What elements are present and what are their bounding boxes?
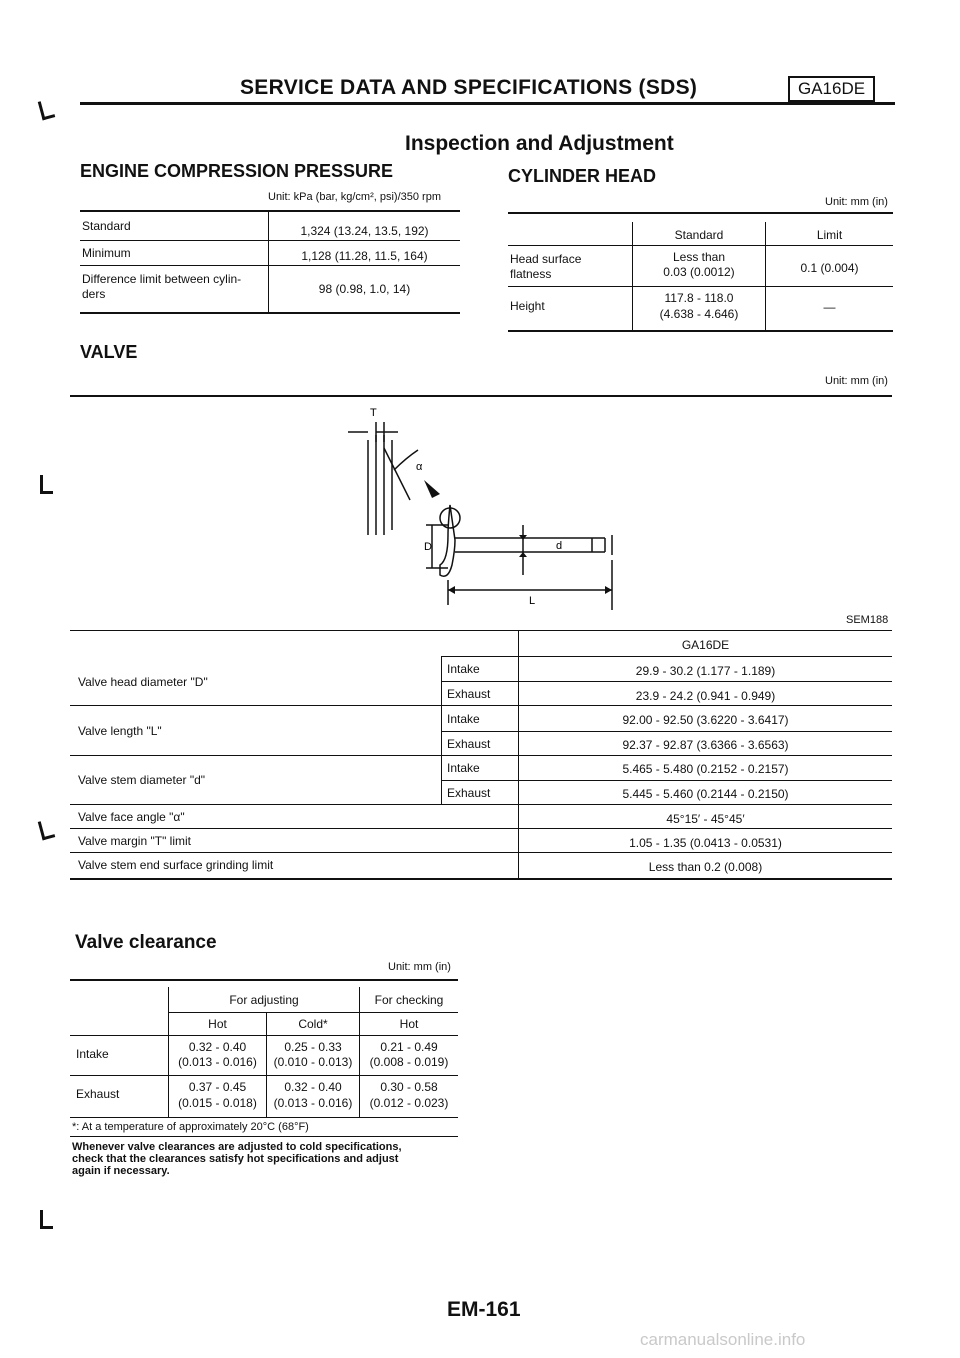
rule <box>70 852 892 853</box>
rule <box>70 630 892 631</box>
clearance-title: Valve clearance <box>75 932 217 953</box>
rule <box>70 1117 458 1118</box>
rule <box>70 705 892 706</box>
valve-sub-label: Exhaust <box>447 786 491 800</box>
margin-mark <box>38 99 55 121</box>
cylinder-head-title: CYLINDER HEAD <box>508 166 657 186</box>
valve-diagram <box>330 400 630 615</box>
valve-row-label: Valve length "L" <box>78 724 162 738</box>
compression-label: Standard <box>82 219 131 233</box>
clearance-value: 0.25 - 0.33 <box>284 1040 342 1054</box>
rule <box>508 330 893 332</box>
valve-value: 5.445 - 5.460 (0.2144 - 0.2150) <box>622 787 789 801</box>
valve-row-label: Valve face angle "α" <box>78 810 185 824</box>
watermark: carmanualsonline.info <box>640 1330 806 1349</box>
header-rule <box>80 102 895 105</box>
clearance-value: 0.21 - 0.49 <box>380 1040 438 1054</box>
rule <box>70 755 892 756</box>
rule <box>70 979 458 981</box>
col-for-adjusting: For adjusting <box>229 993 299 1007</box>
note-line: Whenever valve clearances are adjusted to cold specifications, <box>72 1141 402 1153</box>
cyl-standard: 0.03 (0.0012) <box>663 265 735 279</box>
rule <box>441 656 892 657</box>
valve-value: 23.9 - 24.2 (0.941 - 0.949) <box>635 689 776 703</box>
rule <box>70 1035 458 1036</box>
compression-title: ENGINE COMPRESSION PRESSURE <box>80 161 394 181</box>
footnote: *: At a temperature of approximately 20°C (68°F) <box>72 1121 309 1133</box>
rule <box>70 828 892 829</box>
clearance-value: (0.013 - 0.016) <box>273 1096 353 1110</box>
cyl-standard: 117.8 - 118.0 <box>664 291 734 305</box>
valve-sub-label: Exhaust <box>447 687 491 701</box>
dim-L-label: L <box>529 595 536 607</box>
rule <box>80 240 460 241</box>
margin-mark <box>40 475 53 494</box>
compression-value: 1,128 (11.28, 11.5, 164) <box>301 249 428 263</box>
rule <box>441 731 892 732</box>
cyl-label: Height <box>510 299 545 313</box>
col-standard: Standard <box>674 228 724 242</box>
rule <box>441 780 892 781</box>
valve-sub-label: Intake <box>447 712 480 726</box>
valve-unit: Unit: mm (in) <box>825 375 888 387</box>
rule <box>508 286 893 287</box>
cylinder-head-unit: Unit: mm (in) <box>825 196 888 208</box>
margin-mark <box>40 1210 53 1229</box>
valve-row-label: Valve stem end surface grinding limit <box>78 858 274 872</box>
clearance-row-label: Intake <box>76 1047 109 1061</box>
valve-value: 1.05 - 1.35 (0.0413 - 0.0531) <box>629 836 782 850</box>
rule <box>70 1075 458 1076</box>
col-hot-check: Hot <box>399 1017 419 1031</box>
compression-label: Difference limit between cylin- <box>82 272 242 286</box>
valve-col-header: GA16DE <box>681 638 730 652</box>
page-number: EM-161 <box>447 1298 521 1321</box>
rule <box>70 1136 458 1137</box>
valve-sub-label: Intake <box>447 662 480 676</box>
compression-label: Minimum <box>82 246 131 260</box>
engine-badge: GA16DE <box>788 76 875 102</box>
rule <box>70 878 892 880</box>
rule <box>508 212 893 214</box>
rule <box>70 804 892 805</box>
col-hot: Hot <box>208 1017 227 1031</box>
compression-value: 1,324 (13.24, 13.5, 192) <box>300 224 429 238</box>
valve-value: 92.37 - 92.87 (3.6366 - 3.6563) <box>622 738 789 752</box>
compression-unit: Unit: kPa (bar, kg/cm², psi)/350 rpm <box>268 191 441 203</box>
clearance-value: (0.013 - 0.016) <box>178 1055 257 1069</box>
clearance-value: (0.010 - 0.013) <box>273 1055 353 1069</box>
cyl-limit: 0.1 (0.004) <box>800 261 859 275</box>
clearance-value: 0.32 - 0.40 <box>284 1080 342 1094</box>
rule <box>80 210 460 212</box>
clearance-unit: Unit: mm (in) <box>388 961 451 973</box>
rule <box>441 681 892 682</box>
valve-value: 5.465 - 5.480 (0.2152 - 0.2157) <box>622 762 789 776</box>
clearance-value: 0.32 - 0.40 <box>188 1040 247 1054</box>
valve-row-label: Valve head diameter "D" <box>78 675 208 689</box>
section-subtitle: Inspection and Adjustment <box>405 132 674 155</box>
rule <box>80 312 460 314</box>
cyl-standard: (4.638 - 4.646) <box>659 307 739 321</box>
valve-row-label: Valve margin "T" limit <box>78 834 191 848</box>
compression-value: 98 (0.98, 1.0, 14) <box>318 282 411 296</box>
valve-row-label: Valve stem diameter "d" <box>78 773 206 787</box>
rule <box>70 395 892 397</box>
col-cold: Cold* <box>298 1017 328 1031</box>
valve-value: 45°15′ - 45°45′ <box>666 812 745 826</box>
clearance-value: 0.37 - 0.45 <box>188 1080 247 1094</box>
valve-sub-label: Exhaust <box>447 737 491 751</box>
cyl-label-cont: flatness <box>510 267 552 281</box>
dim-alpha-label: α <box>416 461 423 473</box>
clearance-value: (0.015 - 0.018) <box>178 1096 257 1110</box>
clearance-row-label: Exhaust <box>76 1087 120 1101</box>
valve-value: 29.9 - 30.2 (1.177 - 1.189) <box>635 664 776 678</box>
dim-T-label: T <box>370 407 377 419</box>
margin-mark <box>38 819 55 841</box>
note-line: again if necessary. <box>72 1165 170 1177</box>
cyl-limit: — <box>823 300 836 314</box>
valve-value: Less than 0.2 (0.008) <box>648 860 763 874</box>
clearance-value: 0.30 - 0.58 <box>380 1080 438 1094</box>
clearance-value: (0.012 - 0.023) <box>369 1096 449 1110</box>
rule <box>80 265 460 266</box>
valve-value: 92.00 - 92.50 (3.6220 - 3.6417) <box>622 713 789 727</box>
valve-sub-label: Intake <box>447 761 480 775</box>
cyl-label: Head surface <box>510 252 582 266</box>
col-for-checking: For checking <box>374 993 444 1007</box>
valve-title: VALVE <box>80 342 138 362</box>
note-line: check that the clearances satisfy hot specifications and adjust <box>72 1153 399 1165</box>
page-header-title: SERVICE DATA AND SPECIFICATIONS (SDS) <box>240 76 698 99</box>
figure-code: SEM188 <box>846 614 889 626</box>
rule <box>168 1012 458 1013</box>
col-limit: Limit <box>816 228 843 242</box>
dim-D-label: D <box>424 541 432 553</box>
dim-d-label: d <box>556 540 563 552</box>
cyl-standard: Less than <box>672 250 726 264</box>
clearance-value: (0.008 - 0.019) <box>369 1055 449 1069</box>
compression-label-cont: ders <box>82 287 106 301</box>
rule <box>508 245 893 246</box>
